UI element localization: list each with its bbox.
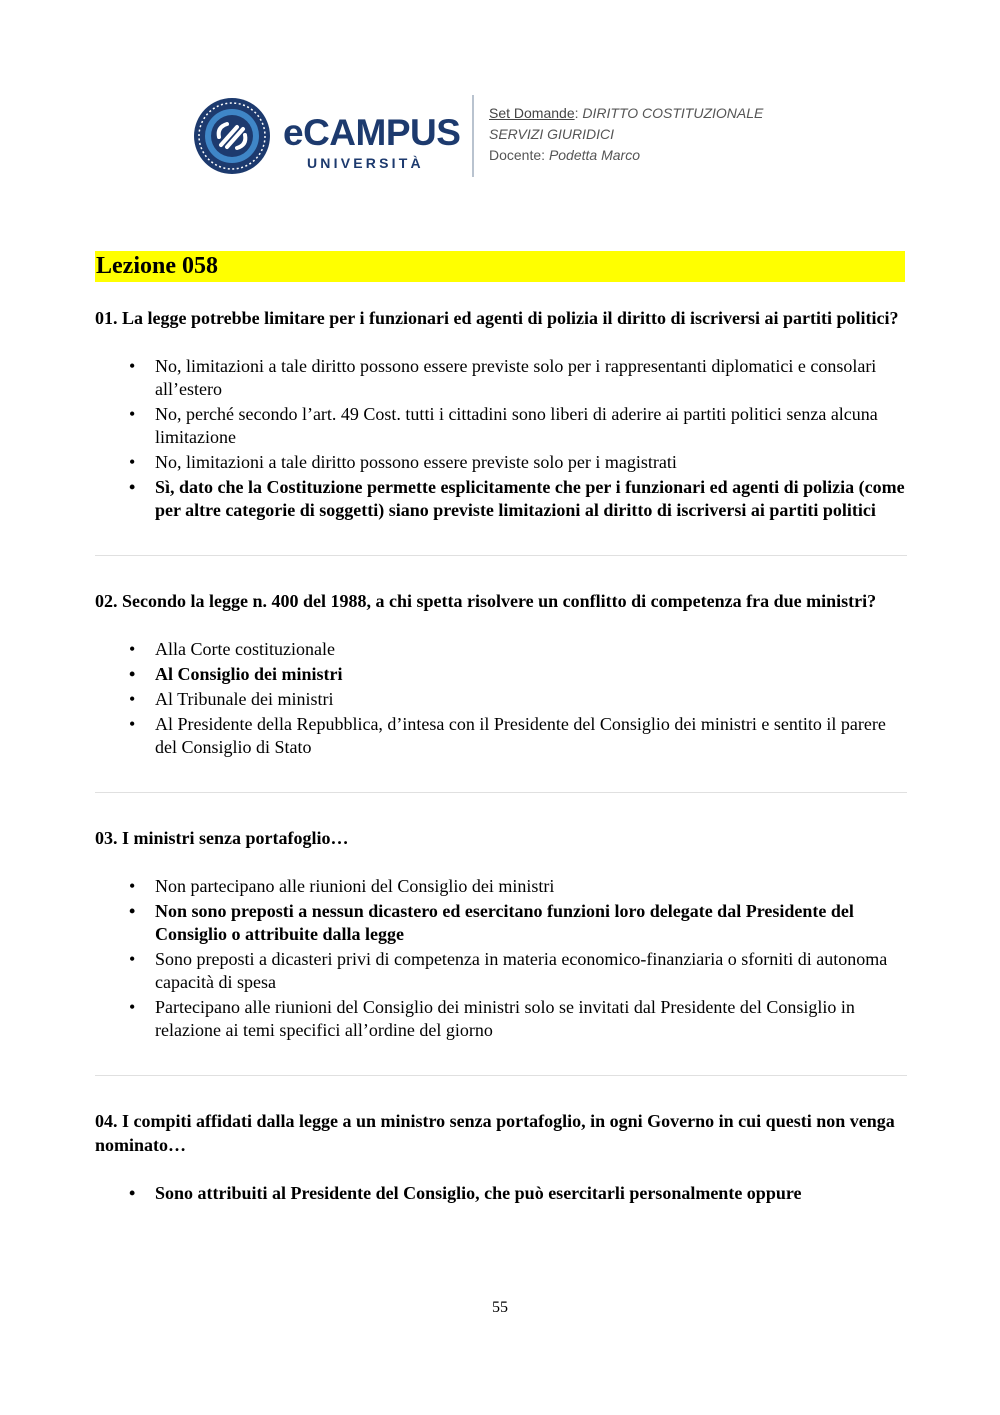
answer-item — [95, 875, 907, 898]
answer-text: Al Presidente della Repubblica, d’intesa con il Presidente del Consiglio dei ministri e sentito il parere del Consiglio di Stato — [155, 714, 886, 757]
answer-item — [95, 451, 907, 474]
answer-text: Non partecipano alle riunioni del Consiglio dei ministri — [155, 876, 555, 896]
bullet-icon: • — [129, 477, 136, 497]
bullet-icon: • — [129, 356, 136, 376]
bullet-icon: • — [129, 639, 136, 659]
answer-list — [95, 875, 907, 1042]
bullet-icon: • — [129, 949, 136, 969]
question-1 — [95, 306, 907, 522]
set-value: DIRITTO COSTITUZIONALE — [582, 105, 764, 121]
answer-text: No, perché secondo l’art. 49 Cost. tutti i cittadini sono liberi di aderire ai partiti politici senza alcuna limitazione — [155, 404, 878, 447]
logo-sub-text: UNIVERSITÀ — [307, 155, 424, 171]
answer-text: No, limitazioni a tale diritto possono essere previste solo per i magistrati — [155, 452, 677, 472]
answer-item — [95, 948, 907, 994]
answer-item — [95, 355, 907, 401]
question-4 — [95, 1109, 907, 1205]
question-2 — [95, 589, 907, 759]
question-separator — [95, 792, 907, 793]
question-3 — [95, 826, 907, 1042]
docente-value: Podetta Marco — [548, 147, 640, 163]
answer-list — [95, 355, 907, 522]
bullet-icon: • — [129, 901, 136, 921]
answer-item-correct — [95, 476, 907, 522]
question-text: 02. Secondo la legge n. 400 del 1988, a chi spetta risolvere un conflitto di competenza fra due ministri? — [95, 591, 877, 611]
answer-text: Alla Corte costituzionale — [155, 639, 335, 659]
questions-list — [95, 306, 907, 1207]
set-line: Set Domande: DIRITTO COSTITUZIONALE — [489, 105, 764, 121]
ecampus-wordmark — [283, 113, 463, 173]
answer-item-correct — [95, 1182, 907, 1205]
question-text: 01. La legge potrebbe limitare per i funzionari ed agenti di polizia il diritto di iscriversi ai partiti politici? — [95, 308, 899, 328]
ecampus-seal-logo — [193, 97, 271, 175]
docente-label: Docente — [489, 147, 542, 163]
bullet-icon: • — [129, 664, 136, 684]
answer-text: Partecipano alle riunioni del Consiglio dei ministri solo se invitati dal Presidente del Consiglio in relazione ai temi specifici all’ordine del giorno — [155, 997, 855, 1040]
page-number: 55 — [492, 1299, 508, 1316]
header-divider — [472, 95, 474, 177]
answer-text: Al Tribunale dei ministri — [155, 689, 334, 709]
answer-item — [95, 638, 907, 661]
question-text: 03. I ministri senza portafoglio… — [95, 828, 349, 848]
set-label: Set Domande — [489, 105, 575, 121]
answer-text: Sono attribuiti al Presidente del Consiglio, che può esercitarli personalmente oppure — [155, 1183, 802, 1203]
header-info — [489, 103, 763, 166]
logo-main-text: eCAMPUS — [283, 112, 461, 153]
lesson-title: Lezione 058 — [96, 253, 218, 279]
bullet-icon: • — [129, 876, 136, 896]
answer-item — [95, 688, 907, 711]
answer-item — [95, 713, 907, 759]
answer-item — [95, 996, 907, 1042]
answer-text: Al Consiglio dei ministri — [155, 664, 343, 684]
answer-list — [95, 638, 907, 759]
question-separator — [95, 1075, 907, 1076]
answer-item-correct — [95, 663, 907, 686]
bullet-icon: • — [129, 714, 136, 734]
answer-text: No, limitazioni a tale diritto possono essere previste solo per i rappresentanti diplomatici e consolari all’estero — [155, 356, 877, 399]
answer-text: Non sono preposti a nessun dicastero ed esercitano funzioni loro delegate dal Presidente del Consiglio o attribuite dalla legge — [155, 901, 854, 944]
document-header — [193, 95, 813, 179]
question-separator — [95, 555, 907, 556]
bullet-icon: • — [129, 404, 136, 424]
set-value-line2: SERVIZI GIURIDICI — [489, 126, 614, 142]
bullet-icon: • — [129, 452, 136, 472]
answer-item — [95, 403, 907, 449]
lesson-title-bar — [95, 251, 905, 282]
answer-item-correct — [95, 900, 907, 946]
answer-text: Sono preposti a dicasteri privi di competenza in materia economico-finanziaria o sforniti di autonoma capacità di spesa — [155, 949, 888, 992]
bullet-icon: • — [129, 997, 136, 1017]
bullet-icon: • — [129, 689, 136, 709]
bullet-icon: • — [129, 1183, 136, 1203]
docente-line: Docente: Podetta Marco — [489, 147, 640, 163]
answer-text: Sì, dato che la Costituzione permette esplicitamente che per i funzionari ed agenti di polizia (come per altre categorie di soggetti) siano previste limitazioni al diritto di iscriversi ai partiti politici — [155, 477, 905, 520]
answer-list — [95, 1182, 907, 1205]
question-text: 04. I compiti affidati dalla legge a un ministro senza portafoglio, in ogni Governo in cui questi non venga nominato… — [95, 1111, 895, 1155]
